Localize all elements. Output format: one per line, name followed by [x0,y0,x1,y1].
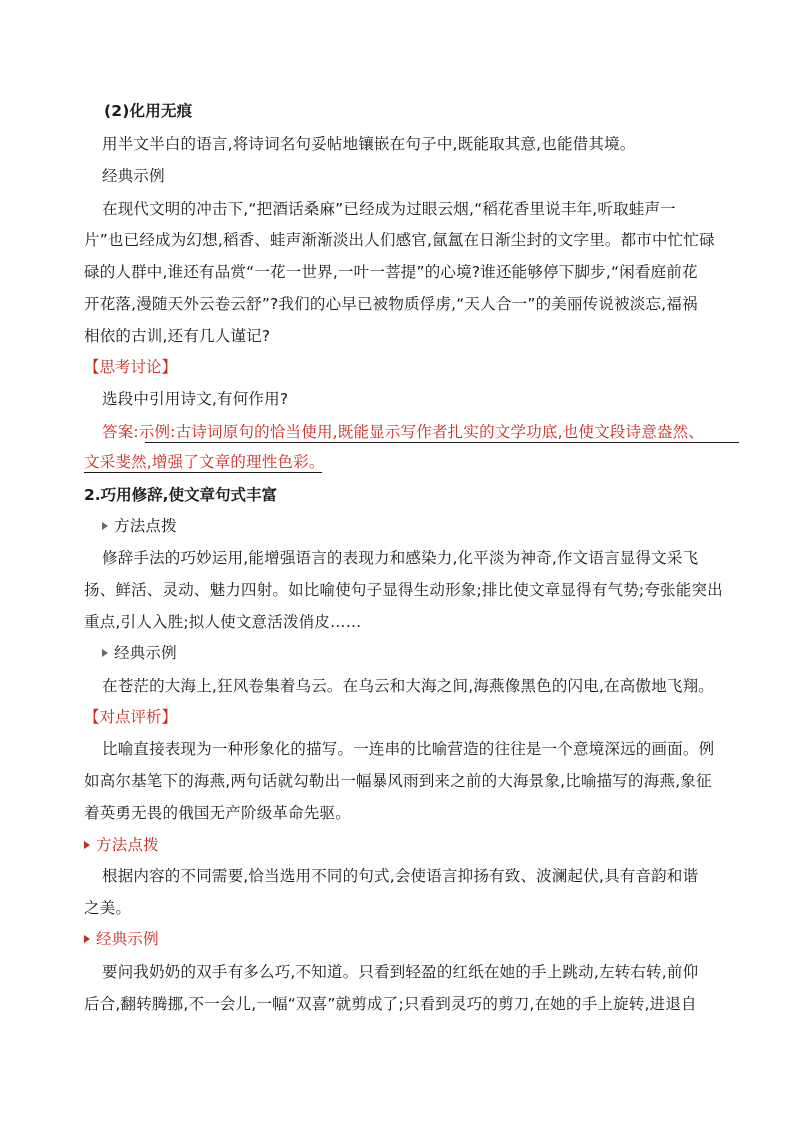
example1-line-1: 在现代文明的冲击下,“把酒话桑麻”已经成为过眼云烟,“稻花香里说丰年,听取蛙声一 [102,200,676,218]
subheading-huayong: (2)化用无痕 [104,102,193,120]
example3-line-2: 后合,翻转腾挪,不一会儿,一幅“双喜”就剪成了;只看到灵巧的剪刀,在她的手上旋转,进退自 [84,995,697,1013]
example1-line-4: 开花落,漫随天外云卷云舒”?我们的心早已被物质俘虏,“天人合一”的美丽传说被淡忘,福祸 [84,295,698,313]
answer-text-2: 文采斐然,增强了文章的理性色彩。 [84,453,325,471]
answer-text-1: 示例:古诗词原句的恰当使用,既能显示写作者扎实的文学功底,也使文段诗意盎然、 [138,423,705,441]
method2-line-2: 之美。 [84,899,132,917]
label-analysis: 【对点评析】 [84,708,178,726]
analysis-line-3: 着英勇无畏的俄国无产阶级革命先驱。 [84,804,351,822]
analysis-line-2: 如高尔基笔下的海燕,两句话就勾勒出一幅暴风雨到来之前的大海景象,比喻描写的海燕,象征 [84,772,712,790]
method1-line-2: 扬、鲜活、灵动、魅力四射。如比喻使句子显得生动形象;排比使文章显得有气势;夸张能突出 [84,581,723,599]
triangle-marker-icon [84,935,90,943]
example2-label-row [102,643,742,663]
analysis-line-1: 比喻直接表现为一种形象化的描写。一连串的比喻营造的往往是一个意境深远的画面。例 [102,740,715,758]
label-discuss: 【思考讨论】 [84,358,178,376]
method1-line-1: 修辞手法的巧妙运用,能增强语言的表现力和感染力,化平淡为神奇,作文语言显得文采飞 [102,549,699,567]
label-method-2: 方法点拨 [96,836,159,854]
label-method-1: 方法点拨 [114,517,177,535]
paragraph-huayong: 用半文半白的语言,将诗词名句妥帖地镶嵌在句子中,既能取其意,也能借其境。 [102,135,636,153]
triangle-marker-icon [102,649,108,657]
triangle-marker-icon [102,522,108,530]
answer-line-2 [84,452,724,472]
example3-label-row [84,929,724,949]
triangle-marker-icon [84,841,90,849]
method1-line-3: 重点,引人入胜;拟人使文意活泼俏皮…… [84,613,362,631]
answer-label: 答案: [102,423,139,441]
answer-underline-2 [84,472,322,473]
method1-label-row [102,516,742,536]
method2-label-row [84,835,724,855]
example1-line-3: 碌的人群中,谁还有品赏“一花一世界,一叶一菩提”的心境?谁还能够停下脚步,“闲看庭前花 [84,263,698,281]
method2-line-1: 根据内容的不同需要,恰当选用不同的句式,会使语言抑扬有致、波澜起伏,具有音韵和谐 [102,867,699,885]
example3-line-1: 要问我奶奶的双手有多么巧,不知道。只看到轻盈的红纸在她的手上跳动,左转右转,前仰 [102,963,699,981]
label-example-2: 经典示例 [114,644,177,662]
answer-underline-1 [145,442,739,443]
label-example-1: 经典示例 [102,167,165,185]
heading-rhetoric: 2.巧用修辞,使文章句式丰富 [84,486,278,504]
label-example-3: 经典示例 [96,930,159,948]
answer-line-1 [102,422,742,442]
discuss-question: 选段中引用诗文,有何作用? [102,390,289,408]
example1-line-2: 片”也已经成为幻想,稻香、蛙声渐渐淡出人们感官,氤氲在日渐尘封的文字里。都市中忙忙碌 [84,231,715,249]
example2-line: 在苍茫的大海上,狂风卷集着乌云。在乌云和大海之间,海燕像黑色的闪电,在高傲地飞翔。 [102,677,714,695]
example1-line-5: 相依的古训,还有几人谨记? [84,327,271,345]
